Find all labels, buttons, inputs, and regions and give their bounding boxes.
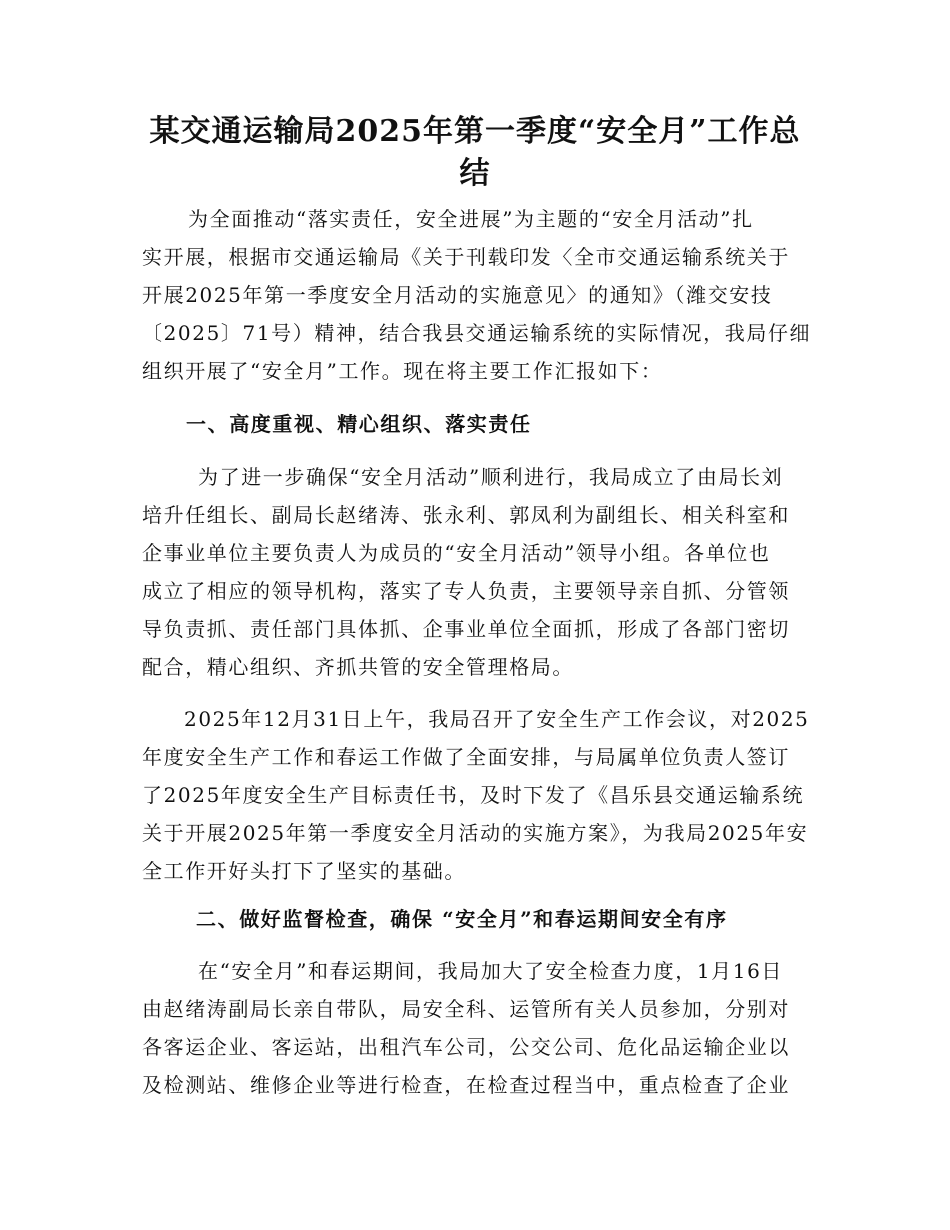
document-title-line-1: 某交通运输局2025年第一季度“安全月”工作总 [149, 114, 801, 149]
section-heading-1: 一、高度重视、精心组织、落实责任 [186, 412, 532, 436]
intro-line: 为全面推动“落实责任，安全进展”为主题的“安全月活动”扎 [188, 207, 754, 231]
paragraph-line: 由赵绪涛副局长亲自带队，局安全科、运管所有关人员参加，分别对 [142, 997, 790, 1021]
intro-line: 〔2025〕71号）精神，结合我县交通运输系统的实际情况，我局仔细 [142, 321, 812, 345]
paragraph-line: 了2025年度安全生产目标责任书，及时下发了《昌乐县交通运输系统 [142, 783, 805, 807]
intro-line: 组织开展了“安全月”工作。现在将主要工作汇报如下： [142, 359, 663, 383]
document-title-line-2: 结 [459, 156, 491, 191]
paragraph-line: 企事业单位主要负责人为成员的“安全月活动”领导小组。各单位也 [142, 541, 771, 565]
paragraph-line: 全工作开好头打下了坚实的基础。 [142, 859, 466, 883]
paragraph-line: 2025年12月31日上午，我局召开了安全生产工作会议，对2025 [184, 707, 810, 731]
paragraph-line: 导负责抓、责任部门具体抓、企事业单位全面抓，形成了各部门密切 [142, 617, 790, 641]
paragraph-line: 及检测站、维修企业等进行检查，在检查过程当中，重点检查了企业 [142, 1073, 790, 1097]
intro-line: 开展2025年第一季度安全月活动的实施意见〉的通知》（潍交安技 [142, 283, 773, 307]
paragraph-line: 各客运企业、客运站，出租汽车公司，公交公司、危化品运输企业以 [142, 1035, 790, 1059]
paragraph-line: 培升任组长、副局长赵绪涛、张永利、郭凤利为副组长、相关科室和 [142, 503, 790, 527]
paragraph-line: 关于开展2025年第一季度安全月活动的实施方案》，为我局2025年安 [142, 821, 809, 845]
paragraph-line: 在“安全月”和春运期间，我局加大了安全检查力度，1月16日 [198, 959, 784, 983]
paragraph-line: 为了进一步确保“安全月活动”顺利进行，我局成立了由局长刘 [198, 465, 784, 489]
section-heading-2: 二、做好监督检查，确保 “安全月”和春运期间安全有序 [196, 907, 728, 931]
paragraph-line: 成立了相应的领导机构，落实了专人负责，主要领导亲自抓、分管领 [142, 579, 790, 603]
paragraph-line: 年度安全生产工作和春运工作做了全面安排，与局属单位负责人签订 [142, 745, 790, 769]
intro-line: 实开展，根据市交通运输局《关于刊载印发〈全市交通运输系统关于 [142, 245, 790, 269]
paragraph-line: 配合，精心组织、齐抓共管的安全管理格局。 [142, 655, 574, 679]
